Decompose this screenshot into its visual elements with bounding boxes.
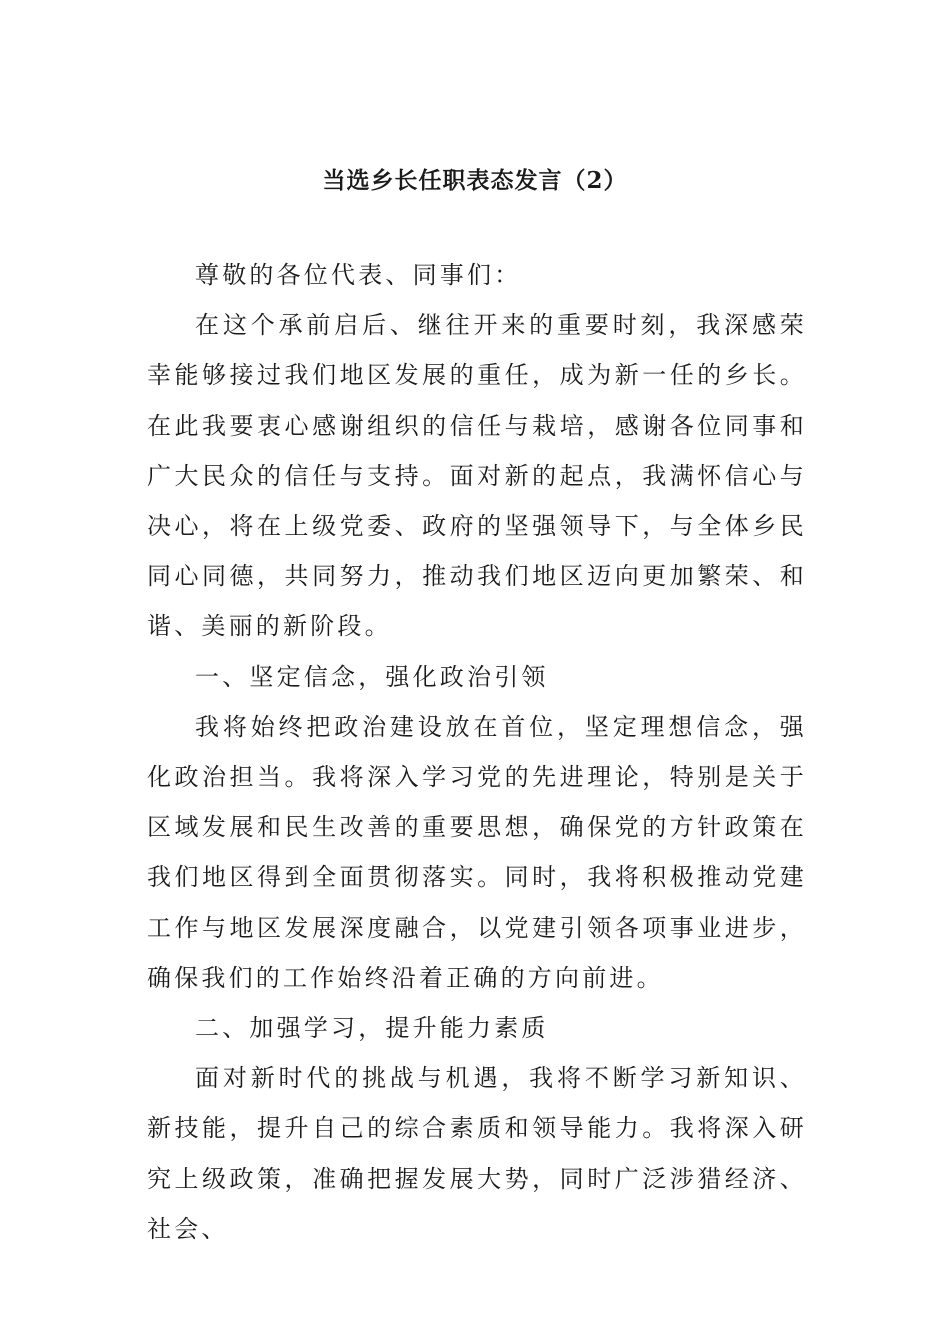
document-body — [147, 250, 807, 1254]
section-heading-2: 二、加强学习，提升能力素质 — [195, 1014, 549, 1043]
document-title: 当选乡长任职表态发言（2） — [322, 167, 628, 194]
intro-paragraph: 在这个承前启后、继往开来的重要时刻，我深感荣幸能够接过我们地区发展的重任，成为新一任的乡长。在此我要衷心感谢组织的信任与栽培，感谢各位同事和广大民众的信任与支持。面对新的起点，我满怀信心与决心，将在上级党委、政府的坚强领导下，与全体乡民同心同德，共同努力，推动我们地区迈向更加繁荣、和谐、美丽的新阶段。 — [147, 311, 807, 641]
section-1-paragraph: 我将始终把政治建设放在首位，坚定理想信念，强化政治担当。我将深入学习党的先进理论，特别是关于区域发展和民生改善的重要思想，确保党的方针政策在我们地区得到全面贯彻落实。同时，我将积极推动党建工作与地区发展深度融合，以党建引领各项事业进步，确保我们的工作始终沿着正确的方向前进。 — [147, 712, 807, 992]
section-heading-1: 一、坚定信念，强化政治引领 — [195, 662, 549, 691]
section-2-paragraph: 面对新时代的挑战与机遇，我将不断学习新知识、新技能，提升自己的综合素质和领导能力。我将深入研究上级政策，准确把握发展大势，同时广泛涉猎经济、社会、 — [147, 1064, 807, 1243]
greeting-paragraph: 尊敬的各位代表、同事们： — [195, 261, 522, 289]
